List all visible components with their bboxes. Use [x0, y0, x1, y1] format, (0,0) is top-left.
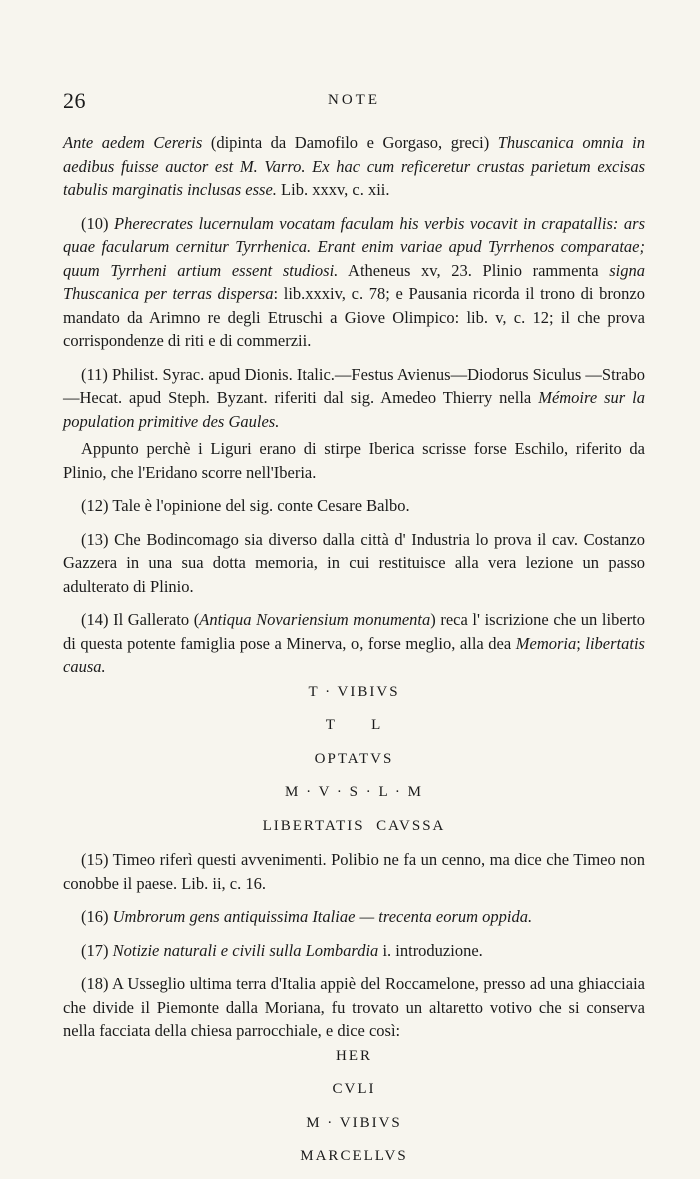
note-11 [63, 363, 645, 434]
note-12 [63, 494, 645, 518]
note-continuation [63, 131, 645, 202]
note-number: (16) [81, 907, 113, 926]
note-text: A Usseglio ultima terra d'Italia appiè del Roccamelone, presso ad una ghiacciaia che divide il Piemonte dalla Moriana, fu trovato un altaretto votivo che si conserva nella facciata della chiesa parrocchiale, e dice così: [63, 974, 645, 1040]
note-16 [63, 905, 645, 929]
running-title: NOTE [328, 92, 380, 108]
note-text: Timeo riferì questi avvenimenti. Polibio ne fa un cenno, ma dice che Timeo non conobbe il paese. Lib. ii, c. 16. [63, 850, 645, 893]
page-number: 26 [63, 88, 86, 113]
french-title: Mémoire sur la population primitive des Gaules. [63, 388, 645, 431]
note-text: ) reca l' iscrizione che un liberto di questa potente famiglia pose a Minerva, o, forse meglio, alla dea [63, 610, 645, 653]
note-number: (13) [81, 529, 115, 549]
latin-word: libertatis causa. [63, 633, 645, 676]
notes-body [63, 131, 645, 1179]
note-number: (10) [81, 213, 114, 233]
note-14 [63, 608, 645, 679]
latin-word: Memoria [515, 633, 577, 653]
inscription-minerva [63, 681, 645, 839]
citation: Lib. xxxv, c. xii. [276, 180, 390, 199]
note-11-continued [63, 437, 645, 484]
latin-quote: Thuscanica omnia in aedibus fuisse auctor est M. Varro. Ex hac cum reficeretur crustas parietum excisas tabulis marginatis inclusas esse. [63, 133, 645, 199]
note-18 [63, 972, 645, 1043]
note-text: Philist. Syrac. apud Dionis. Italic.—Festus Avienus—Diodorus Siculus —Strabo—Hecat. apud Steph. Byzant. riferiti dal sig. Amedeo Thierry nella [63, 364, 645, 407]
note-number: (15) [81, 850, 113, 869]
note-number: (18) [81, 974, 112, 993]
note-text: Tale è l'opinione del sig. conte Cesare Balbo. [112, 496, 410, 515]
note-13 [63, 528, 645, 599]
latin-quote: Ante aedem Cereris [63, 133, 203, 152]
note-number: (11) [81, 364, 113, 384]
latin-quote: Umbrorum gens antiquissima Italiae — trecenta eorum oppida. [112, 907, 533, 926]
note-text: Appunto perchè i Liguri erano di stirpe Iberica scrisse forse Eschilo, riferito da Plinio, che l'Eridano scorre nell'Iberia. [63, 439, 645, 482]
note-10 [63, 212, 645, 353]
latin-title: Antiqua Novariensium monumenta [199, 610, 431, 629]
note-text: : lib.xxxiv, c. 78; e Pausania ricorda il trono di bronzo mandato da Arimno re degli Etruschi a Giove Olimpico: lib. v, c. 12; il che prova corrispondenze di riti e di commerzii. [63, 284, 645, 350]
inscription-line: T · VIBIVS [308, 683, 400, 700]
inscription-line: LIBERTATIS CAVSSA [262, 817, 446, 834]
inscription-line: T L [325, 717, 383, 733]
note-text: Che Bodincomago sia diverso dalla città d' Industria lo prova il cav. Costanzo Gazzera in una sua dotta memoria, in cui restituisce alla vera lezione un passo adulterato di Plinio. [63, 529, 645, 596]
note-17 [63, 939, 645, 963]
inscription-line: MARCELLVS [300, 1148, 408, 1164]
inscription-line: OPTATVS [314, 750, 394, 767]
note-number: (17) [81, 940, 113, 960]
note-text: Il Gallerato ( [113, 610, 200, 629]
inscription-line: M · V · S · L · M [285, 784, 423, 800]
inscription-line: M · VIBIVS [306, 1114, 402, 1131]
note-text: i. introduzione. [378, 940, 483, 960]
note-number: (14) [81, 610, 114, 629]
book-title: Notizie naturali e civili sulla Lombardia [112, 940, 379, 960]
latin-quote: Pherecrates lucernulam vocatam faculam his verbis vocavit in crapatallis: ars quae facularum cernitur Tyrrhenica. Erant enim variae apud Tyrrhenos comparatae; quum Tyrrheni artium essent studiosi. [63, 213, 645, 280]
note-number: (12) [81, 496, 113, 515]
note-15 [63, 848, 645, 895]
latin-quote: signa Thuscanica per terras dispersa [63, 260, 645, 303]
inscription-line: HER [336, 1047, 372, 1064]
inscription-line: CVLI [332, 1081, 376, 1097]
page-header [63, 88, 645, 118]
note-text: (dipinta da Damofilo e Gorgaso, greci) [202, 133, 498, 152]
inscription-hercules [63, 1045, 645, 1169]
note-text: ; [576, 633, 586, 653]
note-text: Atheneus xv, 23. Plinio rammenta [338, 260, 610, 280]
